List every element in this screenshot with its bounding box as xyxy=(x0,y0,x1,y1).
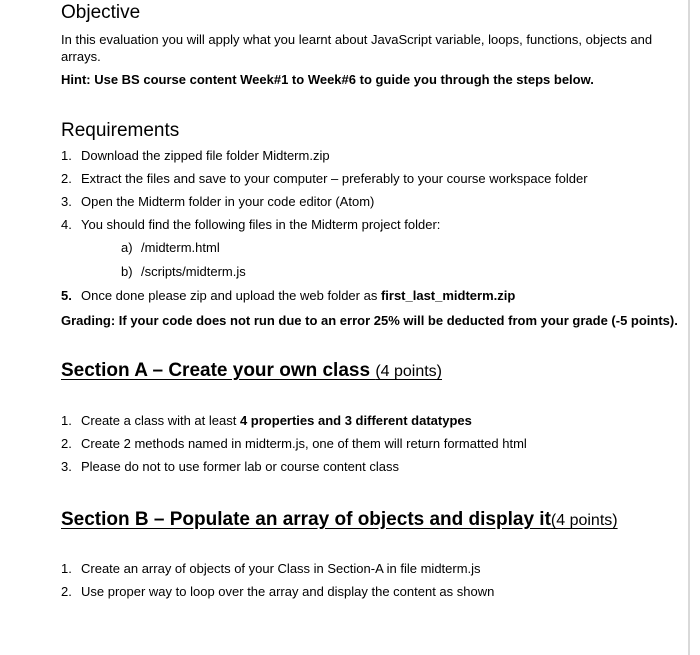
sub-list-text: /midterm.html xyxy=(141,240,220,255)
list-text: Create 2 methods named in midterm.js, one of them will return formatted html xyxy=(81,436,527,451)
list-number: 1. xyxy=(61,413,72,428)
list-number: 2. xyxy=(61,436,72,451)
list-text: Create an array of objects of your Class in Section-A in file midterm.js xyxy=(81,561,481,576)
list-text-plain: Create a class with at least xyxy=(81,413,240,428)
section-a-title-text: Section A – Create your own class xyxy=(61,360,376,381)
section-a-points: (4 points) xyxy=(375,363,443,380)
objective-line-1: In this evaluation you will apply what you learnt about JavaScript variable, loops, functions, objects and xyxy=(61,32,653,47)
hint-text: Hint: Use BS course content Week#1 to Week#6 to guide you through the steps below. xyxy=(61,72,594,87)
objective-heading: Objective xyxy=(61,2,141,23)
list-number: 4. xyxy=(61,217,72,232)
list-text xyxy=(81,288,515,303)
list-number: 3. xyxy=(61,459,72,474)
list-text: Open the Midterm folder in your code editor (Atom) xyxy=(81,194,375,209)
sub-list-letter: a) xyxy=(121,240,133,255)
section-b-points: (4 points) xyxy=(550,512,618,529)
list-number: 2. xyxy=(61,584,72,599)
list-number: 1. xyxy=(61,148,72,163)
list-number: 2. xyxy=(61,171,72,186)
grading-note: Grading: If your code does not run due to an error 25% will be deducted from your grade (-5 points). xyxy=(61,313,678,328)
list-text: Use proper way to loop over the array and display the content as shown xyxy=(81,584,495,599)
section-a-title xyxy=(61,360,442,382)
zip-filename: first_last_midterm.zip xyxy=(380,288,516,303)
sub-list-text: /scripts/midterm.js xyxy=(141,264,246,279)
list-number: 3. xyxy=(61,194,72,209)
list-text: You should find the following files in the Midterm project folder: xyxy=(81,217,441,232)
list-text-plain: Once done please zip and upload the web folder as xyxy=(81,288,381,303)
section-b-title-text: Section B – Populate an array of objects and display it xyxy=(61,509,551,530)
list-text xyxy=(81,413,472,428)
list-number: 5. xyxy=(61,288,72,303)
list-text-bold: 4 properties and 3 different datatypes xyxy=(239,413,472,428)
sub-list-letter: b) xyxy=(121,264,133,279)
requirements-heading: Requirements xyxy=(61,120,180,141)
section-b-title xyxy=(61,509,618,531)
list-number: 1. xyxy=(61,561,72,576)
list-text: Extract the files and save to your computer – preferably to your course workspace folder xyxy=(81,171,588,186)
objective-line-2: arrays. xyxy=(61,49,101,64)
list-text: Please do not to use former lab or course content class xyxy=(81,459,399,474)
list-text: Download the zipped file folder Midterm.zip xyxy=(81,148,330,163)
